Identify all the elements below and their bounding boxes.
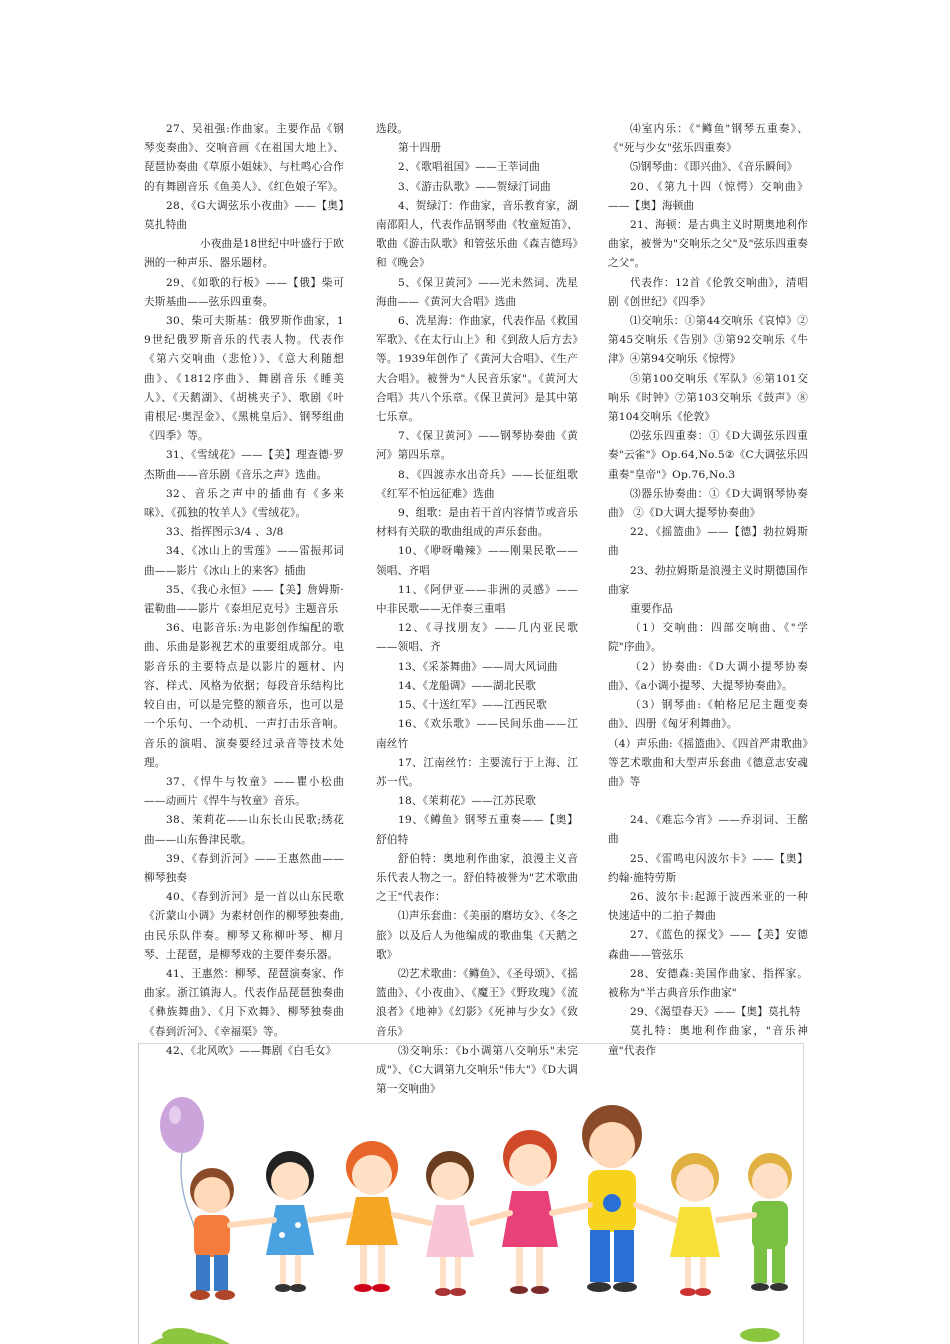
paragraph: 33、指挥图示3/4 、3/8 (166, 526, 284, 539)
paragraph: 22、《摇篮曲》——【德】勃拉姆斯曲 (608, 526, 808, 558)
paragraph: 40、《春到沂河》是一首以山东民歌《沂蒙山小调》为素材创作的柳琴独奏曲,由民乐队伴奏。柳琴又称柳叶琴、柳月琴、土琵琶，是柳琴戏的主要伴奏乐器。 (144, 891, 344, 961)
paragraph: 10、《咿呀嘞辣》——刚果民歌——领唱、齐唱 (376, 545, 578, 577)
paragraph: 37、《悍牛与牧童》——瞿小松曲——动画片《悍牛与牧童》音乐。 (144, 775, 344, 808)
paragraph: 24、《难忘今宵》——乔羽词、王酩曲 (608, 814, 808, 846)
children-illustration (150, 1095, 810, 1344)
paragraph: 39、《春到沂河》——王惠然曲——柳琴独奏 (144, 852, 344, 884)
paragraph: （2）协奏曲:《D大调小提琴协奏曲》、《a小调小提琴、大提琴协奏曲》。 (608, 660, 808, 692)
paragraph: 16、《欢乐歌》——民间乐曲——江南丝竹 (376, 718, 578, 750)
paragraph: 13、《采茶舞曲》——周大风词曲 (398, 660, 558, 673)
paragraph: 11、《阿伊亚——非洲的灵感》——中非民歌——无伴奏三重唱 (376, 583, 578, 616)
paragraph: 31、《雪绒花》——【美】理查德·罗杰斯曲——音乐剧《音乐之声》选曲。 (144, 449, 344, 481)
child-figure (748, 1153, 792, 1291)
paragraph: 29、《如歌的行板》——【俄】柴可夫斯基曲——弦乐四重奏。 (144, 276, 344, 308)
paragraph: 26、波尔卡:起源于波西米亚的一种快速适中的二拍子舞曲 (608, 890, 808, 923)
paragraph: 14、《龙船调》——湖北民歌 (398, 679, 537, 692)
paragraph: 6、冼星海：作曲家，代表作品《救国军歌》、《在太行山上》和《到敌人后方去》等。1939年创作了《黄河大合唱》、《生产大合唱》。被誉为"人民音乐家"。《黄河大合唱》共八个乐章。《保卫黄河》是其中第七乐章。 (376, 315, 578, 424)
paragraph: 代表作：12首《伦敦交响曲》，清唱剧《创世纪》《四季》 (608, 276, 808, 308)
paragraph: 23、勃拉姆斯是浪漫主义时期德国作曲家 (608, 564, 808, 596)
paragraph: 27、《蓝色的探戈》——【美】安德森曲——管弦乐 (608, 929, 808, 961)
paragraph: 28、安德森:美国作曲家、指挥家。被称为"半古典音乐作曲家" (608, 967, 808, 999)
paragraph: （4）声乐曲:《摇篮曲》、《四首严肃歌曲》等艺术歌曲和大型声乐套曲《德意志安魂曲》等 (608, 737, 808, 788)
paragraph: 29、《渴望春天》——【奥】莫扎特 (630, 1006, 801, 1019)
child-figure (346, 1141, 398, 1292)
grass-icon (150, 1328, 780, 1344)
paragraph: 小夜曲是18世纪中叶盛行于欧洲的一种声乐、器乐题材。 (144, 238, 344, 270)
section-heading: 第十四册 (398, 142, 442, 155)
paragraph: 34、《冰山上的雪莲》——雷振邦词曲——影片《冰山上的来客》插曲 (144, 545, 344, 577)
paragraph: ⑶器乐协奏曲：①《D大调钢琴协奏曲》 ②《D大调大提琴协奏曲》 (608, 487, 808, 520)
paragraph: 35、《我心永恒》——【美】詹姆斯·霍勒曲——影片《泰坦尼克号》主题音乐 (144, 583, 344, 616)
paragraph: 18、《茉莉花》——江苏民歌 (398, 795, 537, 808)
paragraph: ⑵弦乐四重奏：①《D大调弦乐四重奏"云雀"》Op.64,No.5②《C大调弦乐四重奏"皇帝"》Op.76,No.3 (608, 430, 808, 481)
paragraph: 15、《十送红军》——江西民歌 (398, 699, 547, 712)
paragraph: ⑷室内乐：《"鳟鱼"钢琴五重奏》、《"死与少女"弦乐四重奏》 (608, 123, 808, 155)
text-column-right (608, 120, 808, 1061)
paragraph: 5、《保卫黄河》——光未然词、冼星海曲——《黄河大合唱》选曲 (376, 276, 578, 308)
paragraph: 42、《北风吹》——舞剧《白毛女》 (166, 1044, 337, 1057)
paragraph: 20、《第九十四（惊愕）交响曲》——【奥】海顿曲 (608, 180, 808, 212)
paragraph: 32、音乐之声中的插曲有《多来咪》、《孤独的牧羊人》《雪绒花》。 (144, 487, 344, 520)
paragraph: ⑸钢琴曲：《即兴曲》、《音乐瞬间》 (630, 161, 798, 174)
paragraph: ⑶交响乐：《b小调第八交响乐"未完成"》、《C大调第九交响乐"伟大"》《D大调第一交响曲》 (376, 1044, 578, 1096)
paragraph: 重要作品 (630, 603, 674, 616)
paragraph: 3、《游击队歌》——贺绿汀词曲 (398, 180, 551, 193)
paragraph: 选段。 (376, 123, 409, 135)
paragraph: 21、海顿：是古典主义时期奥地利作曲家，被誉为"交响乐之父"及"弦乐四重奏之父"。 (608, 219, 808, 270)
paragraph: 莫扎特：奥地利作曲家，"音乐神童"代表作 (608, 1025, 808, 1057)
child-figure (670, 1153, 720, 1296)
paragraph: 28、《G大调弦乐小夜曲》——【奥】莫扎特曲 (144, 199, 344, 232)
child-figure (190, 1168, 235, 1300)
paragraph: 27、吴祖强:作曲家。主要作品《钢琴变奏曲》、交响音画《在祖国大地上》、琵琶协奏曲《草原小姐妹》、与杜鸣心合作的有舞剧音乐《鱼美人》、《红色娘子军》。 (144, 123, 344, 193)
paragraph: 36、电影音乐:为电影创作编配的歌曲、乐曲是影视艺术的重要组成部分。电影音乐的主要特点是以影片的题材、内容、样式、风格为依据；每段音乐结构比较自由，可以是完整的额音乐，也可以是一个乐句、一个动机、一声打击乐音响。音乐的演唱、演奏要经过录音等技术处理。 (144, 622, 344, 769)
paragraph: 舒伯特：奥地利作曲家，浪漫主义音乐代表人物之一。舒伯特被誉为"艺术歌曲之王"代表作： (376, 852, 578, 904)
paragraph: 41、王惠然：柳琴、琵琶演奏家、作曲家。浙江镇海人。代表作品琵琶独奏曲《彝族舞曲》、《月下欢舞》、柳琴独奏曲《春到沂河》、《幸福渠》等。 (144, 967, 344, 1038)
text-column-left (144, 120, 344, 1061)
paragraph: 2、《歌唱祖国》——王莘词曲 (398, 161, 540, 174)
paragraph: 12、《寻找朋友》——几内亚民歌——领唱、齐 (376, 622, 578, 654)
paragraph: 9、组歌：是由若干首内容情节或音乐材料有关联的歌曲组成的声乐套曲。 (376, 507, 578, 539)
paragraph: 25、《雷鸣电闪波尔卡》——【奥】约翰·施特劳斯 (608, 852, 808, 884)
paragraph: 19、《鳟鱼》钢琴五重奏——【奥】舒伯特 (376, 814, 578, 846)
paragraph: ⑵艺术歌曲：《鳟鱼》、《圣母颂》、《摇篮曲》、《小夜曲》、《魔王》《野玫瑰》《流浪者》《地神》《幻影》《死神与少女》《致音乐》 (376, 967, 578, 1038)
child-figure (426, 1151, 474, 1296)
text-column-middle (376, 120, 578, 1099)
paragraph: 7、《保卫黄河》——钢琴协奏曲《黄河》第四乐章。 (376, 430, 578, 462)
paragraph: 8、《四渡赤水出奇兵》——长征组歌《红军不怕远征难》选曲 (376, 468, 578, 500)
paragraph: （3）钢琴曲:《帕格尼尼主题变奏曲》、四册《匈牙利舞曲》。 (608, 699, 808, 731)
paragraph: 38、茉莉花——山东长山民歌;绣花曲——山东鲁津民歌。 (144, 814, 344, 846)
child-figure (582, 1105, 642, 1292)
paragraph: （1）交响曲：四部交响曲、《"学院"序曲》。 (608, 622, 808, 654)
paragraph: ⑴交响乐：①第44交响乐《哀悼》②第45交响乐《告别》③第92交响乐《牛津》④第94交响乐《惊愕》 (608, 315, 808, 366)
paragraph: 30、柴可夫斯基：俄罗斯作曲家，19世纪俄罗斯音乐的代表人物。代表作《第六交响曲（悲怆）》、《意大利随想曲》、《1812序曲》、舞剧音乐《睡美人》、《天鹅湖》、《胡桃夹子》、歌剧《叶甫根尼·奥涅金》、《黑桃皇后》、钢琴组曲《四季》等。 (144, 315, 344, 443)
paragraph: 4、贺绿汀：作曲家，音乐教育家，湖南邵阳人，代表作品钢琴曲《牧童短笛》、歌曲《游击队歌》和管弦乐曲《森吉德玛》和《晚会》 (376, 199, 578, 270)
paragraph: ⑤第100交响乐《军队》⑥第101交响乐《时钟》⑦第103交响乐《鼓声》⑧第104交响乐《伦敦》 (608, 372, 808, 424)
spacer (608, 792, 808, 811)
paragraph: ⑴声乐套曲：《美丽的磨坊女》、《冬之旅》以及后人为他编成的歌曲集《天鹅之歌》 (376, 910, 578, 961)
paragraph: 17、江南丝竹：主要流行于上海、江苏一代。 (376, 756, 578, 788)
